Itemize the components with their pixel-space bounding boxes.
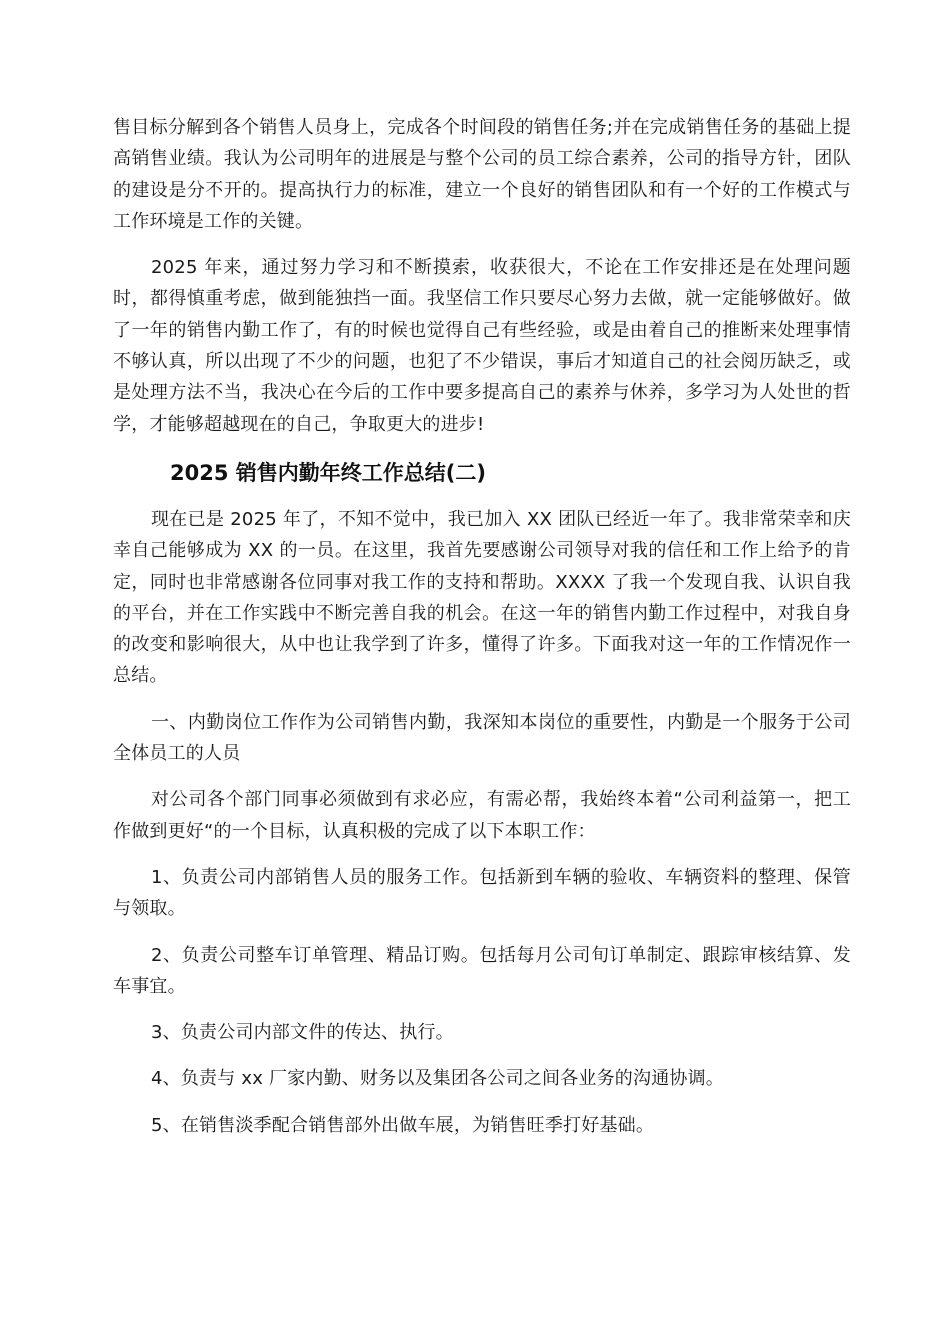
list-item-duty-5: 5、在销售淡季配合销售部外出做车展，为销售旺季打好基础。 (151, 1114, 655, 1136)
paragraph-duties-intro: 对公司各个部门同事必须做到有求必应，有需必帮，我始终本着“公司利益第一，把工作做到更好“的一个目标，认真积极的完成了以下本职工作： (113, 789, 851, 842)
section-heading: 2025 销售内勤年终工作总结(二) (170, 460, 486, 485)
document-body (113, 112, 851, 1141)
list-item-duty-3: 3、负责公司内部文件的传达、执行。 (151, 1022, 454, 1044)
list-item-duty-1: 1、负责公司内部销售人员的服务工作。包括新到车辆的验收、车辆资料的整理、保管与领取。 (113, 866, 851, 920)
paragraph-continuation: 售目标分解到各个销售人员身上，完成各个时间段的销售任务;并在完成销售任务的基础上提高销售业绩。我认为公司明年的进展是与整个公司的员工综合素养，公司的指导方针，团队的建设是分不开的。提高执行力的标准，建立一个良好的销售团队和有一个好的工作模式与工作环境是工作的关键。 (113, 117, 851, 232)
list-item-duty-4: 4、负责与 xx 厂家内勤、财务以及集团各公司之间各业务的沟通协调。 (151, 1068, 724, 1090)
paragraph-section-one: 一、内勤岗位工作作为公司销售内勤，我深知本岗位的重要性，内勤是一个服务于公司全体员工的人员 (113, 711, 851, 765)
list-item-duty-2: 2、负责公司整车订单管理、精品订购。包括每月公司旬订单制定、跟踪审核结算、发车事宜。 (113, 944, 851, 997)
paragraph-reflection: 2025 年来，通过努力学习和不断摸索，收获很大，不论在工作安排还是在处理问题时，都得慎重考虑，做到能独挡一面。我坚信工作只要尽心努力去做，就一定能够做好。做了一年的销售内勤工作了，有的时候也觉得自己有些经验，或是由着自己的推断来处理事情不够认真，所以出现了不少的问题，也犯了不少错误，事后才知道自己的社会阅历缺乏，或是处理方法不当，我决心在今后的工作中要多提高自己的素养与休养，多学习为人处世的哲学，才能够超越现在的自己，争取更大的进步! (113, 257, 851, 435)
paragraph-intro: 现在已是 2025 年了，不知不觉中，我已加入 XX 团队已经近一年了。我非常荣幸和庆幸自己能够成为 XX 的一员。在这里，我首先要感谢公司领导对我的信任和工作上给予的肯定，同时也非常感谢各位同事对我工作的支持和帮助。XXXX 了我一个发现自我、认识自我的平台，并在工作实践中不断完善自我的机会。在这一年的销售内勤工作过程中，对我自身的改变和影响很大，从中也让我学到了许多，懂得了许多。下面我对这一年的工作情况作一总结。 (113, 508, 851, 687)
